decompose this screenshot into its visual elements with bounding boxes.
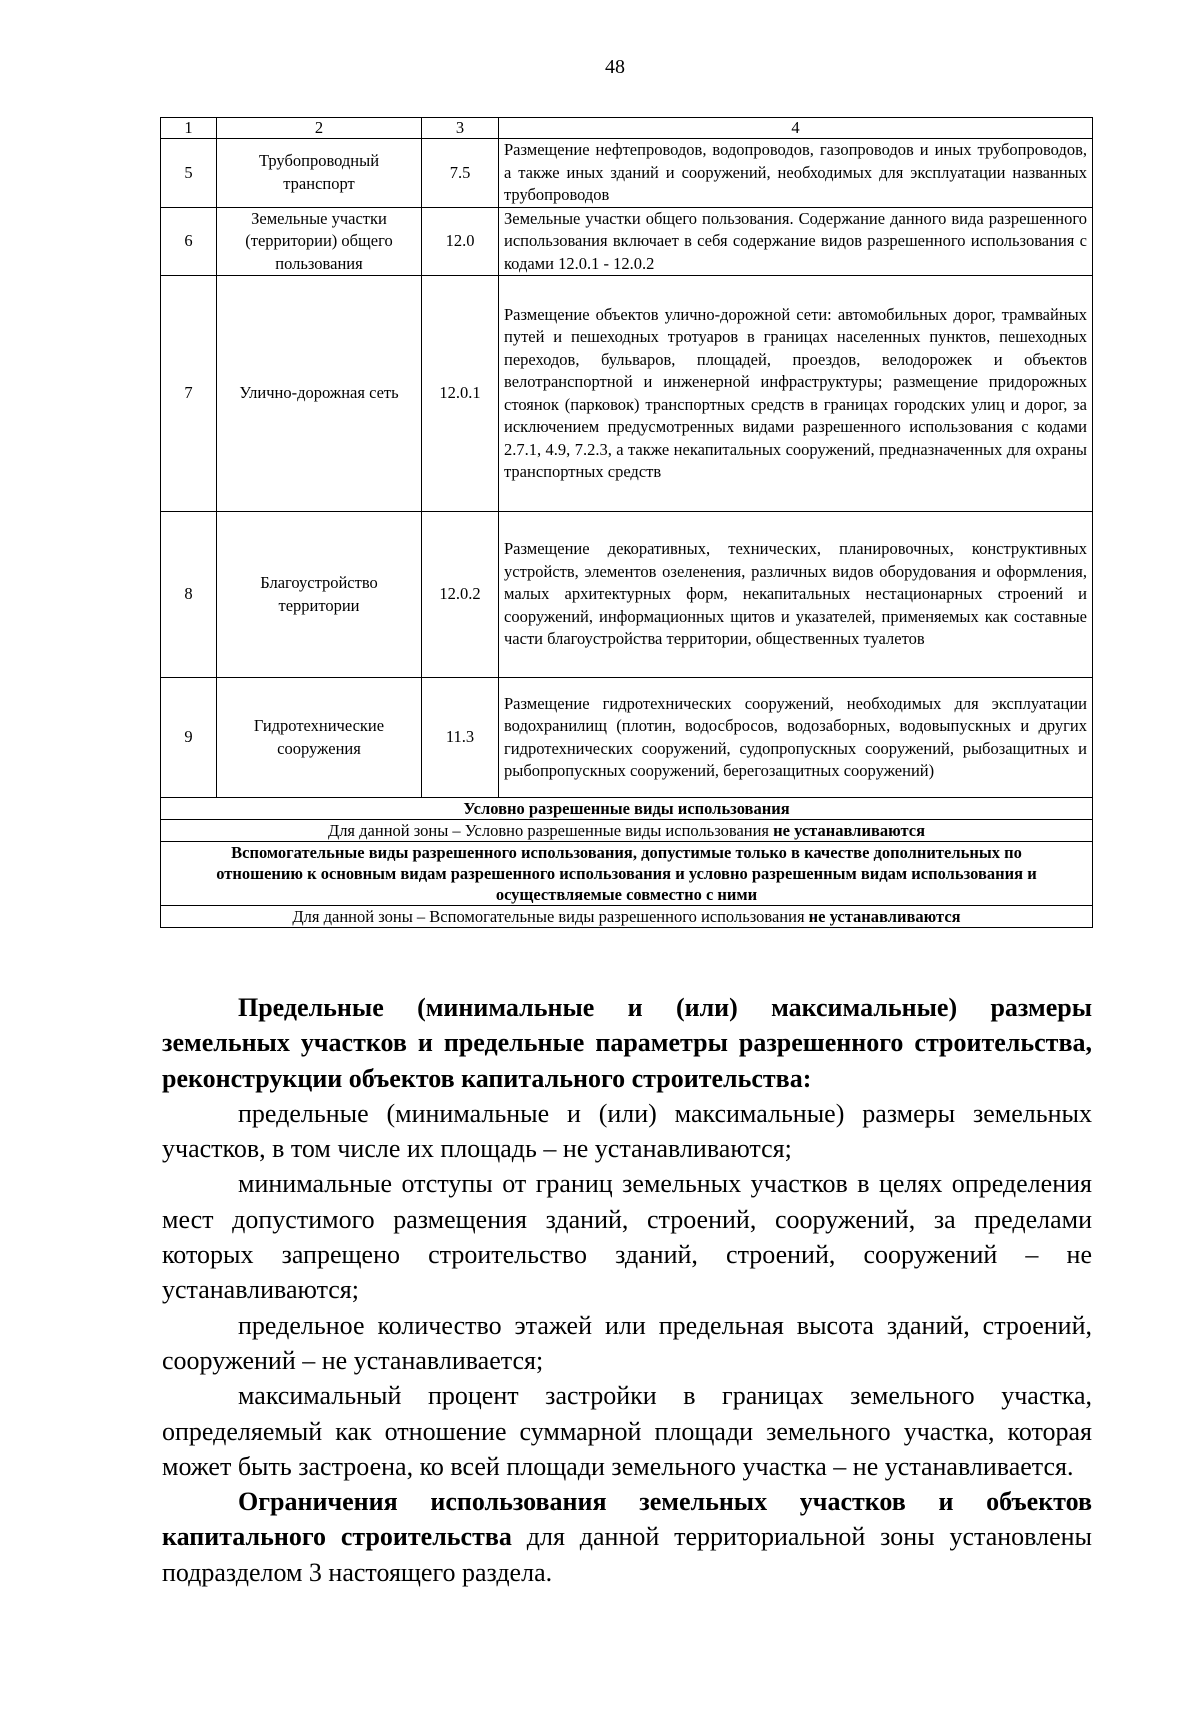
section-row [161,820,1093,842]
conditional-uses-heading: Условно разрешенные виды использования [161,798,1093,820]
conditional-note-text: Для данной зоны – Условно разрешенные виды использования [327,821,774,840]
use-name: Земельные участки (территории) общего пользования [217,207,422,276]
auxiliary-uses-heading: Вспомогательные виды разрешенного использования, допустимые только в качестве дополнительных по отношению к основным видам разрешенного использования и условно разрешенным видам использования и осуществляемые совместно с ними [161,842,1093,906]
restrictions-bold: Ограничения использования земельных участков и объектов капитального строительства [162,1487,1092,1552]
paragraph: минимальные отступы от границ земельных участков в целях определения мест допустимого размещения зданий, строений, сооружений, за пределами которых запрещено строительство зданий, строений, сооружений – не устанавливаются; [162,1169,1092,1305]
header-cell: 3 [422,118,499,139]
table-row [161,139,1093,208]
header-cell: 4 [499,118,1093,139]
use-name: Улично-дорожная сеть [217,276,422,512]
use-code: 7.5 [422,139,499,208]
use-description: Земельные участки общего пользования. Содержание данного вида разрешенного использования включает в себя содержание видов разрешенного использования с кодами 12.0.1 - 12.0.2 [499,207,1093,276]
section-row [161,798,1093,820]
conditional-uses-note [161,820,1093,842]
use-description: Размещение гидротехнических сооружений, необходимых для эксплуатации водохранилищ (плотин, водосбросов, водозаборных, водовыпускных и других гидротехнических сооружений, судопропускных сооружений, рыбозащитных и рыбопропускных сооружений, берегозащитных сооружений) [499,678,1093,798]
main-text [162,990,1092,1590]
section-row [161,842,1093,906]
auxiliary-note-text: Для данной зоны – Вспомогательные виды разрешенного использования [292,907,809,926]
row-number: 7 [161,276,217,512]
row-number: 9 [161,678,217,798]
use-name: Гидротехнические сооружения [217,678,422,798]
restrictions-paragraph [162,1484,1092,1590]
header-cell: 2 [217,118,422,139]
land-use-table [160,117,1093,928]
table-row [161,678,1093,798]
row-number: 6 [161,207,217,276]
page-number: 48 [605,56,625,78]
use-description: Размещение декоративных, технических, планировочных, конструктивных устройств, элементов озеленения, различных видов оборудования и оформления, малых архитектурных форм, некапитальных нестационарных строений и сооружений, информационных щитов и указателей, применяемых как составные части благоустройства территории, общественных туалетов [499,512,1093,678]
row-number: 5 [161,139,217,208]
auxiliary-note-emphasis: не устанавливаются [808,907,961,926]
paragraph: предельные (минимальные и (или) максимальные) размеры земельных участков, в том числе их площадь – не устанавливаются; [162,1098,1092,1164]
table-row [161,207,1093,276]
paragraph: максимальный процент застройки в границах земельного участка, определяемый как отношение суммарной площади земельного участка, которая может быть застроена, ко всей площади земельного участка – не устанавливается. [162,1381,1092,1481]
section-row [161,906,1093,928]
table-header-row [161,118,1093,139]
use-code: 12.0 [422,207,499,276]
row-number: 8 [161,512,217,678]
use-code: 12.0.1 [422,276,499,512]
conditional-note-emphasis: не устанавливаются [773,821,926,840]
use-description: Размещение нефтепроводов, водопроводов, газопроводов и иных трубопроводов, а также иных зданий и сооружений, необходимых для эксплуатации названных трубопроводов [499,139,1093,208]
parameters-heading: Предельные (минимальные и (или) максимальные) размеры земельных участков и предельные параметры разрешенного строительства, реконструкции объектов капитального строительства: [162,993,1092,1093]
restrictions-rest: для данной территориальной зоны установлены подразделом 3 настоящего раздела. [162,1522,1092,1587]
use-code: 12.0.2 [422,512,499,678]
paragraph: предельное количество этажей или предельная высота зданий, строений, сооружений – не устанавливается; [162,1310,1092,1375]
use-name: Трубопроводный транспорт [217,139,422,208]
use-description: Размещение объектов улично-дорожной сети: автомобильных дорог, трамвайных путей и пешеходных тротуаров в границах населенных пунктов, пешеходных переходов, бульваров, площадей, проездов, велодорожек и объектов велотранспортной и инженерной инфраструктуры; размещение придорожных стоянок (парковок) транспортных средств в границах городских улиц и дорог, за исключением предусмотренных видами разрешенного использования с кодами 2.7.1, 4.9, 7.2.3, а также некапитальных сооружений, предназначенных для охраны транспортных средств [499,276,1093,512]
table-row [161,276,1093,512]
table-row [161,512,1093,678]
use-code: 11.3 [422,678,499,798]
header-cell: 1 [161,118,217,139]
auxiliary-uses-note [161,906,1093,928]
use-name: Благоустройство территории [217,512,422,678]
